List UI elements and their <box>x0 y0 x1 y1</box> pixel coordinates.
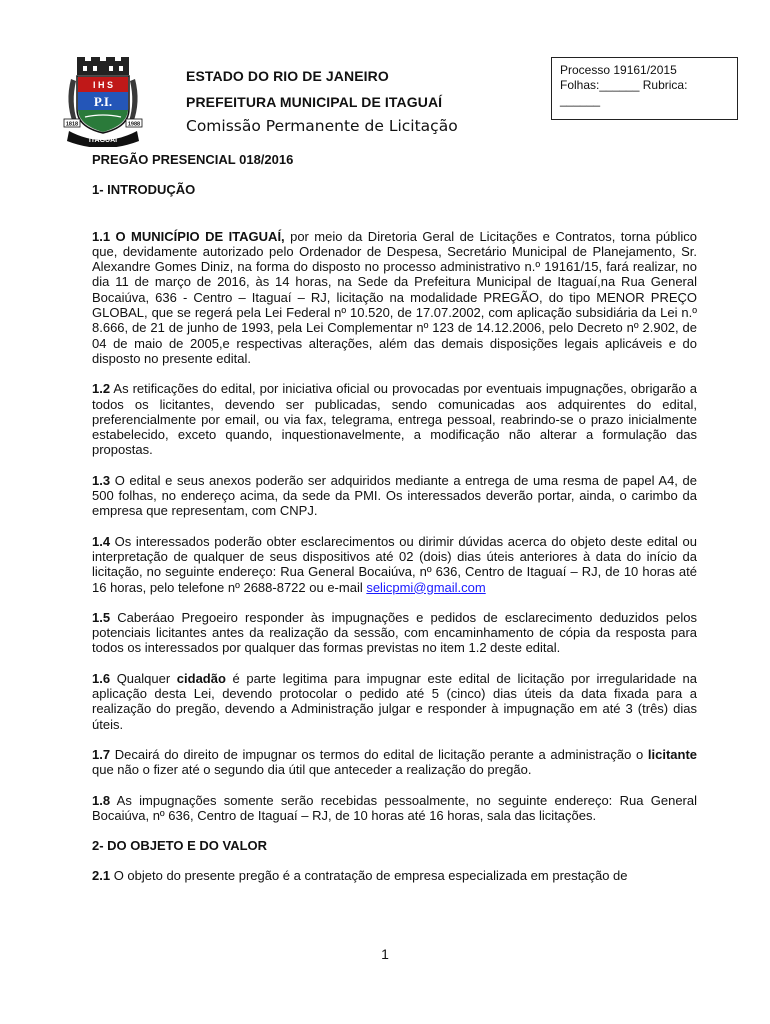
crest-year-right: 1988 <box>127 121 141 128</box>
document-body <box>92 152 697 884</box>
email-link[interactable]: selicpmi@gmail.com <box>366 579 486 595</box>
item-number: 1.6 <box>92 670 111 686</box>
crest-year-left: 1818 <box>65 121 79 128</box>
item-number: 1.2 <box>92 381 111 397</box>
process-stamp-box <box>551 57 738 120</box>
process-number: Processo 19161/2015 <box>560 63 677 77</box>
crest-inscription-mid: P.I. <box>93 94 113 109</box>
item-number: 2.1 <box>92 868 111 884</box>
document-title: PREGÃO PRESENCIAL 018/2016 <box>92 152 294 167</box>
header-state: ESTADO DO RIO DE JANEIRO <box>186 68 389 84</box>
item-number: 1.8 <box>92 792 111 808</box>
item-number: 1.3 <box>92 472 111 488</box>
paragraph-text: As retificações do edital, por iniciativa oficial ou provocadas por eventuais impugnações, obrigarão a todos os licitantes, devendo ser publicadas, sendo comunicadas aos adquirentes do edital, preferencialmente por email, ou via fax, telegrama, entrega pessoal, reabrindo-se o prazo inicialmente estabelecido, exceto quando, inquestionavelmente, a modificação não alterar a formulação das propostas. <box>92 381 697 458</box>
paragraph-1-7 <box>92 747 697 778</box>
section-1-heading: 1- INTRODUÇÃO <box>92 182 196 198</box>
paragraph-1-5 <box>92 610 697 656</box>
paragraph-2-1 <box>92 868 697 883</box>
item-number: 1.1 <box>92 228 111 244</box>
paragraph-1-8 <box>92 793 697 824</box>
paragraph-text: As impugnações somente serão recebidas pessoalmente, no seguinte endereço: Rua General Bocaiúva, nº 636, Centro de Itaguaí – RJ, de 10 horas até 16 horas, sala das licitações. <box>92 792 697 823</box>
paragraph-1-1 <box>92 229 697 367</box>
item-number: 1.5 <box>92 609 111 625</box>
paragraph-text: que não o fizer até o segundo dia útil que anteceder a realização do pregão. <box>92 762 532 778</box>
paragraph-1-4 <box>92 534 697 595</box>
header-commission: Comissão Permanente de Licitação <box>186 117 458 135</box>
paragraph-text: Qualquer <box>110 670 177 686</box>
paragraph-text: Caberáao Pregoeiro responder às impugnações e pedidos de esclarecimento deduzidos pelos potenciais licitantes antes da realização da sessão, com encaminhamento de cópia da resposta para todos os interessados por qualquer das formas previstas no item 1.2 deste edital. <box>92 609 697 656</box>
paragraph-1-2 <box>92 381 697 457</box>
bold-term: licitante <box>647 746 697 762</box>
coat-of-arms-icon <box>63 57 143 147</box>
paragraph-text: por meio da Diretoria Geral de Licitações e Contratos, torna público que, devidamente autorizado pelo Ordenador de Despesa, Secretário Municipal de Planejamento, Sr. Alexandre Gomes Diniz, na forma do disposto no processo administrativo n.º 19161/15, fará realizar, no dia 11 de março de 2016, às 14 horas, na Sede da Prefeitura Municipal de Itaguaí,na Rua General Bocaiúva, 636 - Centro – Itaguaí – RJ, licitação na modalidade PREGÃO, do tipo MENOR PREÇO GLOBAL, que se regerá pela Lei Federal nº 10.520, de 17.07.2002, com aplicação subsidiária da Lei n.º 8.666, de 21 de junho de 1993, pela Lei Complementar nº 123 de 14.12.2006, pelo Decreto nº 2.902, de 04 de maio de 2005,e respectivas alterações, além das demais disposições legais aplicáveis e do disposto no presente edital. <box>92 228 697 366</box>
page-number: 1 <box>381 946 389 962</box>
item-number: 1.4 <box>92 533 111 549</box>
folhas-rubrica: Folhas:______ Rubrica: ______ <box>560 78 688 107</box>
municipality-name: O MUNICÍPIO DE ITAGUAÍ, <box>115 228 285 244</box>
bold-term: cidadão <box>176 670 226 686</box>
paragraph-text: O edital e seus anexos poderão ser adquiridos mediante a entrega de uma resma de papel A4, de 500 folhas, no endereço acima, da sede da PMI. Os interessados deverão portar, ainda, o carimbo da empresa que representam, com CNPJ. <box>92 472 697 519</box>
paragraph-1-3 <box>92 473 697 519</box>
paragraph-1-6 <box>92 671 697 732</box>
crest-inscription-top: I H S <box>92 80 114 90</box>
paragraph-text: é parte legitima para impugnar este edital de licitação por irregularidade na aplicação desta Lei, devendo protocolar o pedido até 5 (cinco) dias úteis da data fixada para a realização do pregão, devendo a Administração julgar e responder à impugnação em até 3 (três) dias úteis. <box>92 670 698 732</box>
header-prefecture: PREFEITURA MUNICIPAL DE ITAGUAÍ <box>186 94 443 110</box>
mural-crown <box>77 57 129 75</box>
paragraph-text: Decairá do direito de impugnar os termos do edital de licitação perante a administração o <box>110 746 648 762</box>
item-number: 1.7 <box>92 746 111 762</box>
paragraph-text: O objeto do presente pregão é a contratação de empresa especializada em prestação de <box>110 868 628 884</box>
section-2-heading: 2- DO OBJETO E DO VALOR <box>92 838 268 854</box>
paragraph-text: Os interessados poderão obter esclarecimentos ou dirimir dúvidas acerca do objeto deste edital ou interpretação de qualquer de seus dispositivos até 02 (dois) dias úteis anteriores à data do início da licitação, no seguinte endereço: Rua General Bocaiúva, nº 636, Centro de Itaguaí – RJ, de 10 horas até 16 horas, pelo telefone nº 2688-8722 ou e-mail <box>92 533 697 595</box>
crest-ribbon-text: ITAGUAÍ <box>88 137 118 144</box>
